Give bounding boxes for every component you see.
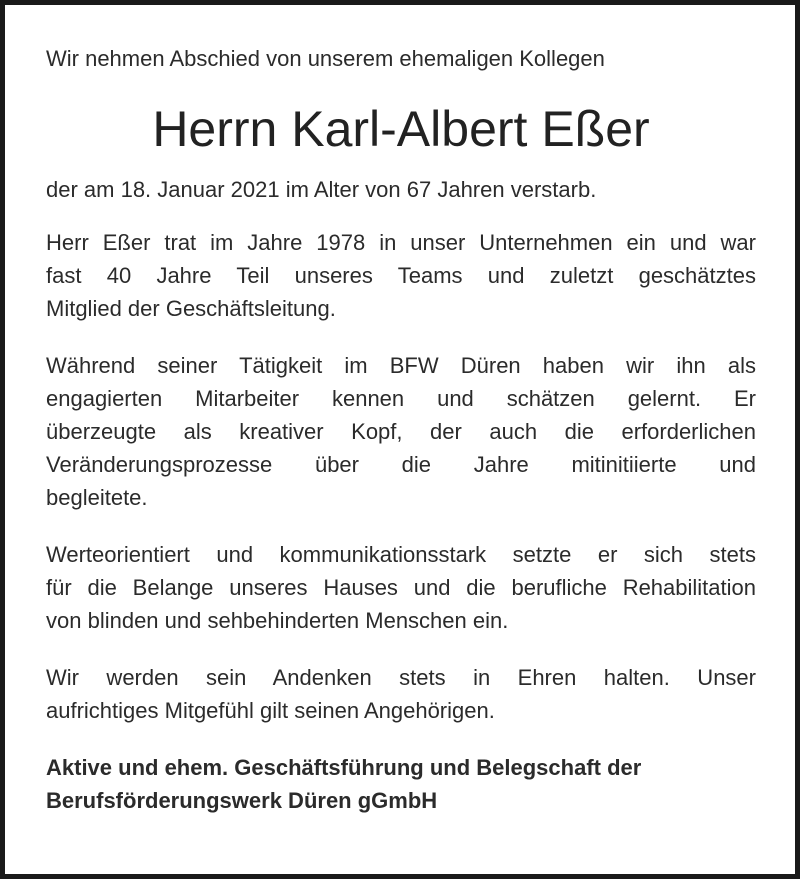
signature (46, 751, 756, 817)
text-line: fast 40 Jahre Teil unseres Teams und zuletzt geschätztes (46, 263, 756, 288)
paragraph-career (46, 226, 756, 325)
paragraph-work (46, 349, 756, 514)
text-line: Während seiner Tätigkeit im BFW Düren haben wir ihn als (46, 353, 756, 378)
intro-text: Wir nehmen Abschied von unserem ehemaligen Kollegen (46, 46, 605, 71)
text-line: Herr Eßer trat im Jahre 1978 in unser Unternehmen ein und war (46, 230, 756, 255)
text-line: Veränderungsprozesse über die Jahre mitinitiierte und (46, 452, 756, 477)
paragraph-condolence (46, 661, 756, 727)
text-line: von blinden und sehbehinderten Menschen ein. (46, 608, 509, 633)
text-line: für die Belange unseres Hauses und die berufliche Rehabilitation (46, 575, 756, 600)
signature-line: Aktive und ehem. Geschäftsführung und Belegschaft der (46, 755, 642, 780)
deceased-name: Herrn Karl-Albert Eßer (152, 101, 650, 157)
text-line: überzeugte als kreativer Kopf, der auch die erforderlichen (46, 419, 756, 444)
text-line: begleitete. (46, 485, 148, 510)
signature-line: Berufsförderungswerk Düren gGmbH (46, 788, 438, 813)
text-line: Wir werden sein Andenken stets in Ehren halten. Unser (46, 665, 756, 690)
paragraph-values (46, 538, 756, 637)
text-line: engagierten Mitarbeiter kennen und schätzen gelernt. Er (46, 386, 756, 411)
death-line: der am 18. Januar 2021 im Alter von 67 Jahren verstarb. (46, 177, 597, 202)
text-line: Werteorientiert und kommunikationsstark setzte er sich stets (46, 542, 756, 567)
obituary-notice (46, 42, 756, 817)
text-line: aufrichtiges Mitgefühl gilt seinen Angehörigen. (46, 698, 495, 723)
text-line: Mitglied der Geschäftsleitung. (46, 296, 336, 321)
